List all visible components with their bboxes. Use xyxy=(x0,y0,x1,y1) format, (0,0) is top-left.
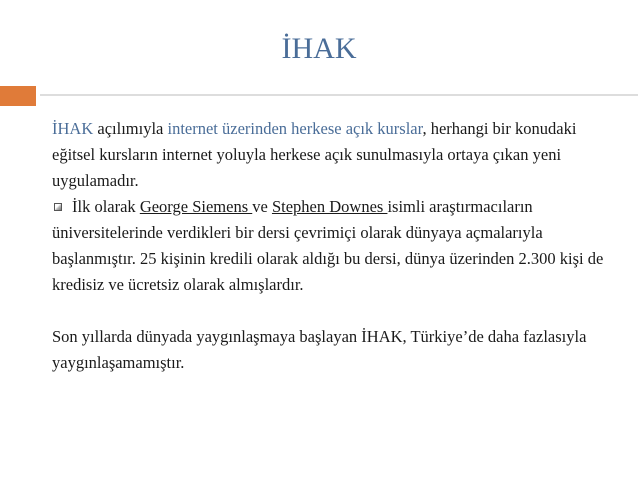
slide-title: İHAK xyxy=(281,32,357,65)
definition-paragraph xyxy=(52,116,612,194)
link-stephen-downes[interactable]: Stephen Downes xyxy=(271,197,388,216)
square-bullet-icon xyxy=(54,203,62,211)
paragraph-spacer xyxy=(52,298,612,324)
closing-paragraph: Son yıllarda dünyada yaygınlaşmaya başlayan İHAK, Türkiye’de daha fazlasıyla yaygınlaşamamıştır. xyxy=(52,327,587,372)
bullet-text-mid: ve xyxy=(252,197,272,216)
bullet-paragraph xyxy=(52,194,612,298)
definition-text-2: , herhangi bir konudaki eğitsel kursların internet yoluyla herkese açık sunulmasıyla ortaya çıkan yeni uygulamadır. xyxy=(52,119,577,190)
slide-body xyxy=(52,116,612,376)
definition-text-1: açılımıyla xyxy=(93,119,168,138)
link-george-siemens[interactable]: George Siemens xyxy=(139,197,253,216)
orange-accent-bar xyxy=(0,86,36,106)
definition-highlight: internet üzerinden herkese açık kurslar xyxy=(167,119,423,138)
bullet-text-after: isimli araştırmacıların üniversitelerinde verdikleri bir dersi çevrimiçi olarak dünyaya açmalarıyla başlanmıştır. 25 kişinin kredili olarak aldığı bu dersi, dünya üzerinden 2.300 kişi de kredisiz ve ücretsiz olarak almışlardır. xyxy=(52,197,604,294)
term-ihak: İHAK xyxy=(52,119,94,138)
title-divider xyxy=(40,94,638,96)
bullet-text-before: İlk olarak xyxy=(72,197,140,216)
